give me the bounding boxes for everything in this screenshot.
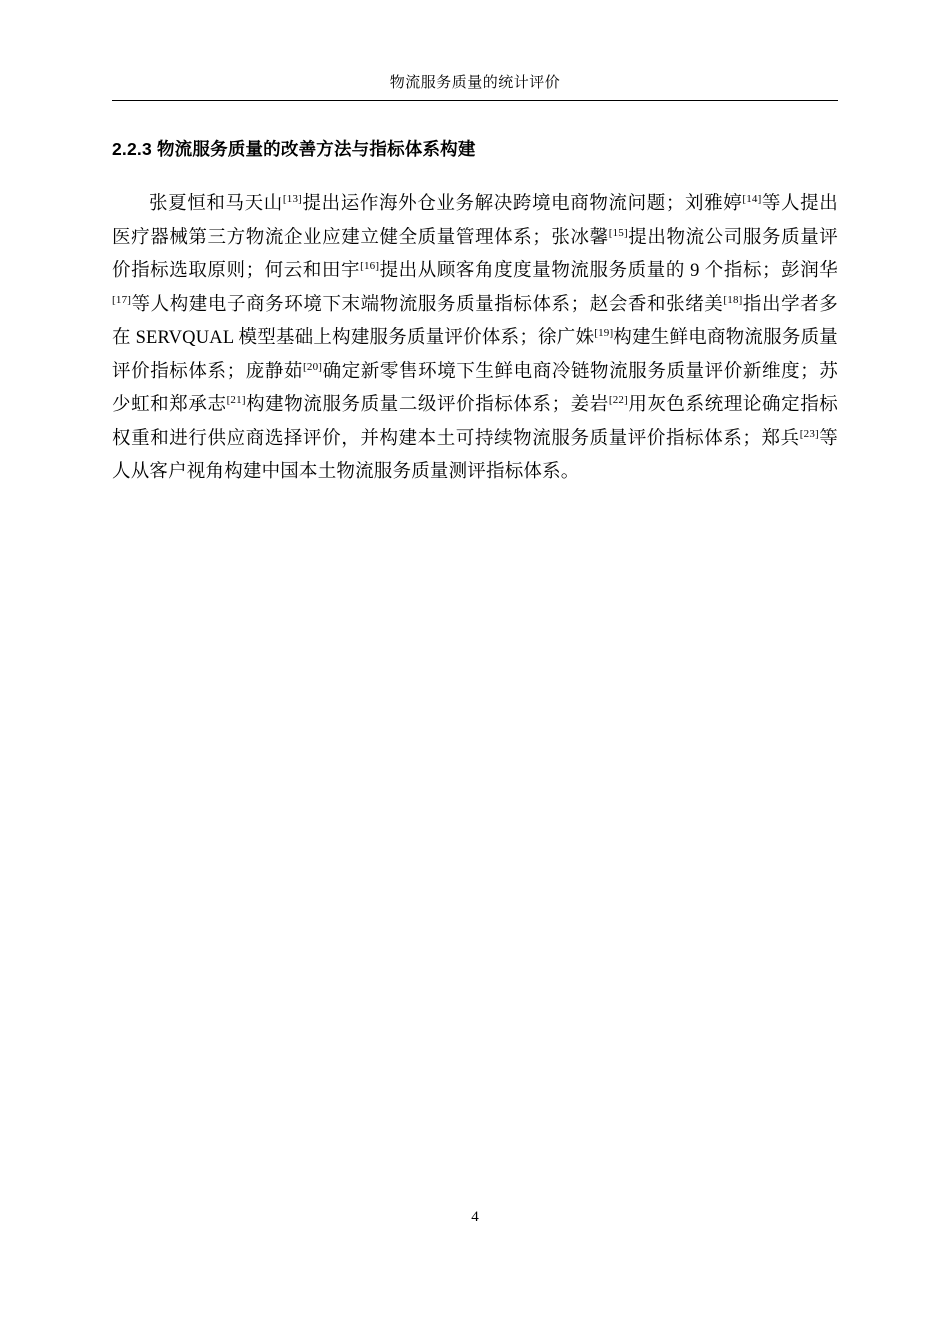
paragraph-text: 等人从客户视角构建中国本土物流服务质量测评指标体系。: [112, 428, 838, 482]
page-header: [112, 72, 838, 101]
paragraph-text: 提出从顾客角度度量物流服务质量的 9 个指标；彭润华: [379, 261, 838, 281]
paragraph-text: 等人提出医疗器械第三方物流企业应建立健全质量管理体系；张冰馨: [112, 194, 839, 248]
section-heading: 2.2.3 物流服务质量的改善方法与指标体系构建: [112, 139, 476, 159]
page-content: [112, 136, 838, 490]
reference-marker: [20]: [303, 360, 323, 373]
reference-marker: [19]: [594, 326, 614, 339]
reference-marker: [18]: [723, 293, 743, 306]
reference-marker: [16]: [360, 259, 380, 272]
paragraph-text: 构建生鲜电商物流服务质量评价指标体系；庞静茹: [112, 328, 838, 382]
reference-marker: [22]: [608, 393, 628, 406]
reference-marker: [17]: [112, 293, 132, 306]
paragraph-text: 提出物流公司服务质量评价指标选取原则；何云和田宇: [112, 227, 839, 281]
paragraph-text: 提出运作海外仓业务解决跨境电商物流问题；刘雅婷: [302, 194, 743, 214]
paragraph-text: 构建物流服务质量二级评价指标体系；姜岩: [245, 395, 609, 415]
reference-marker: [13]: [282, 192, 303, 205]
reference-marker: [23]: [799, 427, 819, 440]
running-title: 物流服务质量的统计评价: [389, 75, 561, 91]
paragraph-text: 指出学者多在 SERVQUAL 模型基础上构建服务质量评价体系；徐广姝: [112, 294, 838, 348]
header-divider: [112, 100, 838, 101]
reference-marker: [21]: [226, 393, 246, 406]
page-footer: [0, 1208, 950, 1226]
paragraph-text: 张夏恒和马天山: [149, 194, 283, 214]
paragraph-text: 用灰色系统理论确定指标权重和进行供应商选择评价，并构建本土可持续物流服务质量评价指标体系；郑兵: [112, 395, 838, 449]
paragraph-text: 等人构建电子商务环境下末端物流服务质量指标体系；赵会香和张绪美: [131, 294, 724, 315]
reference-marker: [14]: [742, 192, 762, 205]
reference-marker: [15]: [608, 226, 628, 239]
page-number: 4: [471, 1209, 479, 1225]
body-paragraph: [112, 188, 838, 490]
paragraph-text: 确定新零售环境下生鲜电商冷链物流服务质量评价新维度；苏少虹和郑承志: [112, 361, 838, 415]
